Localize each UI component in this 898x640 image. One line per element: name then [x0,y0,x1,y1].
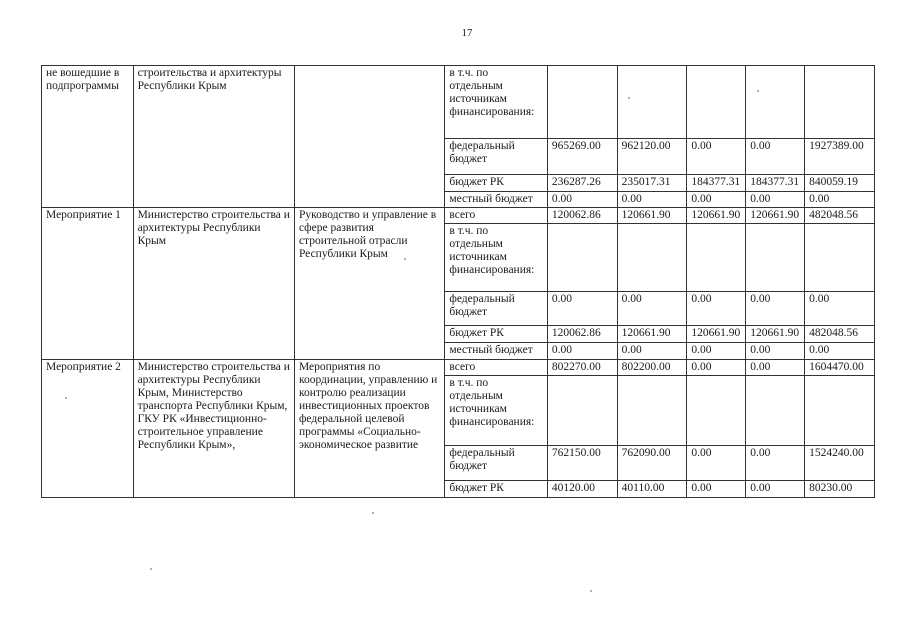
total-cell [805,224,875,292]
total-cell [805,376,875,446]
value-cell: 236287.26 [547,175,617,192]
scan-speck [65,397,67,399]
source-label-cell: всего [445,208,547,224]
value-cell [746,66,805,139]
value-cell [547,224,617,292]
value-cell [746,376,805,446]
value-cell: 802200.00 [617,360,687,376]
value-cell: 235017.31 [617,175,687,192]
source-label-cell: бюджет РК [445,326,547,343]
value-cell: 0.00 [617,292,687,326]
table-row [42,360,875,376]
scan-speck [404,258,406,260]
total-cell: 482048.56 [805,208,875,224]
value-cell [617,66,687,139]
value-cell [617,224,687,292]
page-number: 17 [461,27,473,39]
value-cell [617,376,687,446]
description-cell [294,66,444,208]
budget-table [41,65,875,498]
value-cell [547,376,617,446]
value-cell: 0.00 [687,446,746,481]
value-cell: 120062.86 [547,326,617,343]
total-cell: 0.00 [805,192,875,208]
value-cell: 802270.00 [547,360,617,376]
value-cell: 0.00 [687,343,746,360]
scan-speck [590,590,592,592]
table-row [42,66,875,139]
value-cell: 40110.00 [617,481,687,498]
value-cell: 0.00 [687,481,746,498]
executor-cell: строительства и архитектуры Республики Крым [133,66,294,208]
value-cell: 962120.00 [617,139,687,175]
table-row [42,208,875,224]
value-cell: 0.00 [746,192,805,208]
value-cell [687,224,746,292]
total-cell: 1524240.00 [805,446,875,481]
value-cell: 184377.31 [687,175,746,192]
value-cell: 965269.00 [547,139,617,175]
value-cell [746,224,805,292]
source-label-cell: в т.ч. по отдельным источникам финансирования: [445,66,547,139]
value-cell: 762150.00 [547,446,617,481]
value-cell: 120661.90 [687,208,746,224]
scan-speck [150,568,152,570]
total-cell: 0.00 [805,292,875,326]
value-cell: 0.00 [746,481,805,498]
value-cell: 0.00 [746,446,805,481]
value-cell: 120661.90 [687,326,746,343]
source-label-cell: в т.ч. по отдельным источникам финансирования: [445,224,547,292]
total-cell: 840059.19 [805,175,875,192]
value-cell [687,66,746,139]
source-label-cell: всего [445,360,547,376]
activity-name-cell: Мероприятие 1 [42,208,134,360]
source-label-cell: в т.ч. по отдельным источникам финансирования: [445,376,547,446]
total-cell: 1604470.00 [805,360,875,376]
activity-name-cell: Мероприятие 2 [42,360,134,498]
value-cell: 120062.86 [547,208,617,224]
value-cell: 0.00 [687,360,746,376]
source-label-cell: бюджет РК [445,481,547,498]
value-cell: 0.00 [746,360,805,376]
source-label-cell: федеральный бюджет [445,446,547,481]
value-cell [687,376,746,446]
description-cell: Мероприятия по координации, управлению и контролю реализации инвестиционных проектов федеральной целевой программы «Социально-экономическое развитие [294,360,444,498]
scan-speck [757,90,759,92]
value-cell: 0.00 [746,292,805,326]
total-cell [805,66,875,139]
executor-cell: Министерство строительства и архитектуры Республики Крым, Министерство транспорта Республики Крым, ГКУ РК «Инвестиционно-строительное управление Республики Крым», [133,360,294,498]
scan-speck [628,97,630,99]
value-cell: 120661.90 [617,326,687,343]
source-label-cell: местный бюджет [445,343,547,360]
value-cell: 0.00 [617,343,687,360]
value-cell [547,66,617,139]
value-cell: 0.00 [746,139,805,175]
value-cell: 184377.31 [746,175,805,192]
source-label-cell: бюджет РК [445,175,547,192]
scan-speck [372,512,374,514]
value-cell: 0.00 [746,343,805,360]
source-label-cell: местный бюджет [445,192,547,208]
value-cell: 0.00 [687,292,746,326]
program-name-cell: не вошедшие в подпрограммы [42,66,134,208]
description-cell: Руководство и управление в сфере развития строительной отрасли Республики Крым [294,208,444,360]
value-cell: 120661.90 [746,208,805,224]
value-cell: 0.00 [687,192,746,208]
value-cell: 762090.00 [617,446,687,481]
source-label-cell: федеральный бюджет [445,139,547,175]
value-cell: 0.00 [547,192,617,208]
value-cell: 0.00 [547,343,617,360]
value-cell: 120661.90 [746,326,805,343]
total-cell: 482048.56 [805,326,875,343]
value-cell: 0.00 [617,192,687,208]
value-cell: 0.00 [687,139,746,175]
source-label-cell: федеральный бюджет [445,292,547,326]
value-cell: 40120.00 [547,481,617,498]
total-cell: 1927389.00 [805,139,875,175]
executor-cell: Министерство строительства и архитектуры Республики Крым [133,208,294,360]
total-cell: 0.00 [805,343,875,360]
total-cell: 80230.00 [805,481,875,498]
value-cell: 120661.90 [617,208,687,224]
value-cell: 0.00 [547,292,617,326]
